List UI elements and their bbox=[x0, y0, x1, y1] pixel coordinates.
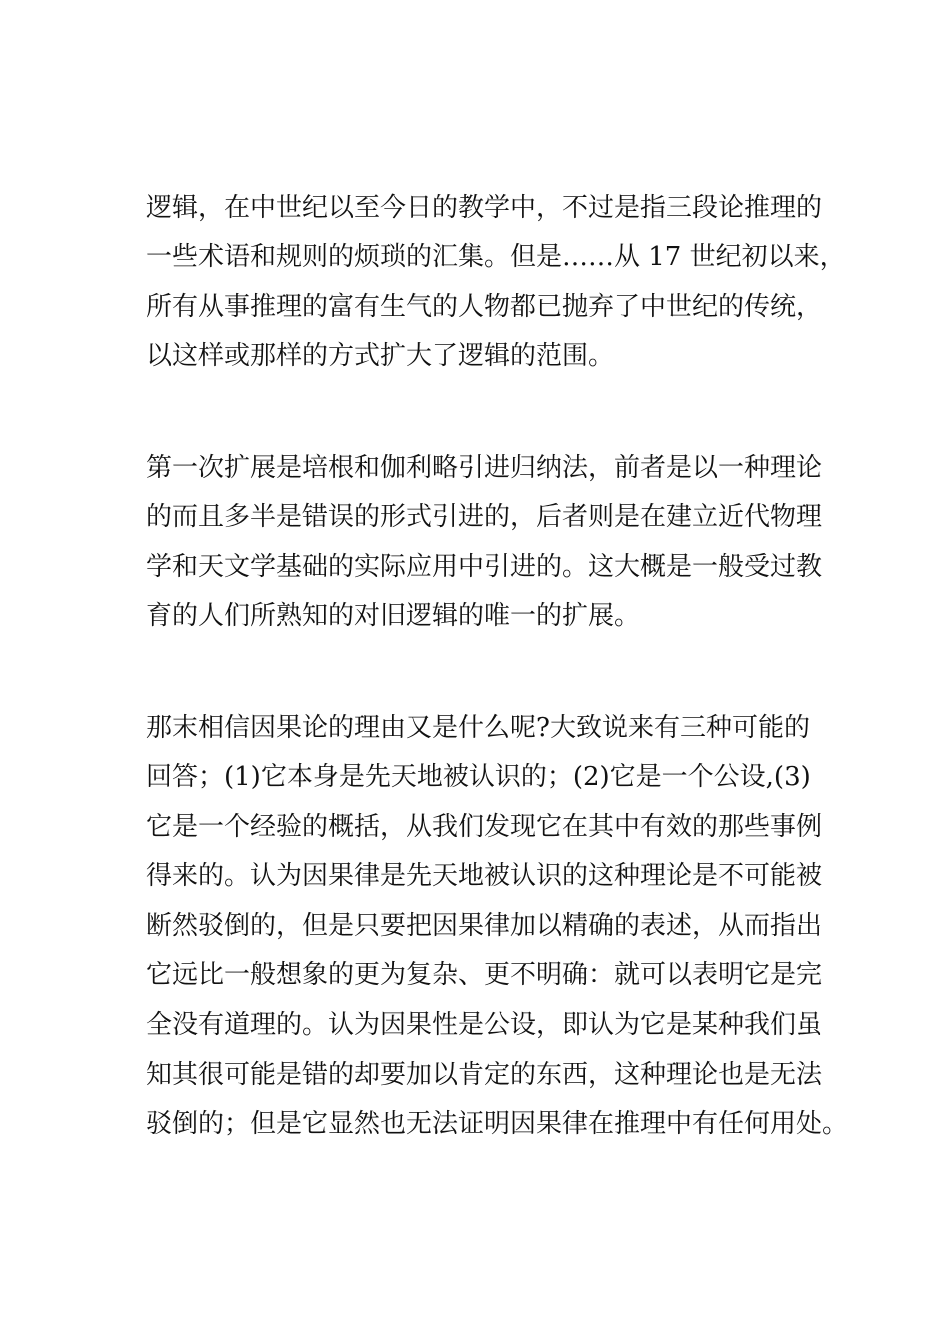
paragraph-line: 知其很可能是错的却要加以肯定的东西，这种理论也是无法 bbox=[146, 1060, 823, 1090]
paragraph-line: 第一次扩展是培根和伽利略引进归纳法，前者是以一种理论 bbox=[146, 453, 823, 483]
paragraph-line: 回答；(1)它本身是先天地被认识的；(2)它是一个公设,(3) bbox=[146, 762, 811, 792]
paragraph-line: 全没有道理的。认为因果性是公设，即认为它是某种我们虽 bbox=[146, 1010, 823, 1040]
paragraph-line: 育的人们所熟知的对旧逻辑的唯一的扩展。 bbox=[146, 601, 641, 631]
paragraph-line: 它远比一般想象的更为复杂、更不明确：就可以表明它是完 bbox=[146, 960, 823, 990]
paragraph-line: 以这样或那样的方式扩大了逻辑的范围。 bbox=[146, 341, 615, 371]
paragraph-line: 逻辑，在中世纪以至今日的教学中，不过是指三段论推理的 bbox=[146, 193, 823, 223]
paragraph-line: 学和天文学基础的实际应用中引进的。这大概是一般受过教 bbox=[146, 552, 823, 582]
paragraph-line: 驳倒的；但是它显然也无法证明因果律在推理中有任何用处。 bbox=[146, 1109, 849, 1139]
paragraph-line: 所有从事推理的富有生气的人物都已抛弃了中世纪的传统， bbox=[146, 292, 823, 322]
paragraph-line: 得来的。认为因果律是先天地被认识的这种理论是不可能被 bbox=[146, 861, 823, 891]
paragraph-line: 断然驳倒的，但是只要把因果律加以精确的表述，从而指出 bbox=[146, 911, 823, 941]
paragraph-line: 它是一个经验的概括，从我们发现它在其中有效的那些事例 bbox=[146, 812, 823, 842]
paragraph-line: 一些术语和规则的烦琐的汇集。但是……从 17 世纪初以来， bbox=[146, 242, 846, 272]
paragraph-line: 那末相信因果论的理由又是什么呢?大致说来有三种可能的 bbox=[146, 713, 810, 743]
paragraph-line: 的而且多半是错误的形式引进的，后者则是在建立近代物理 bbox=[146, 502, 823, 532]
